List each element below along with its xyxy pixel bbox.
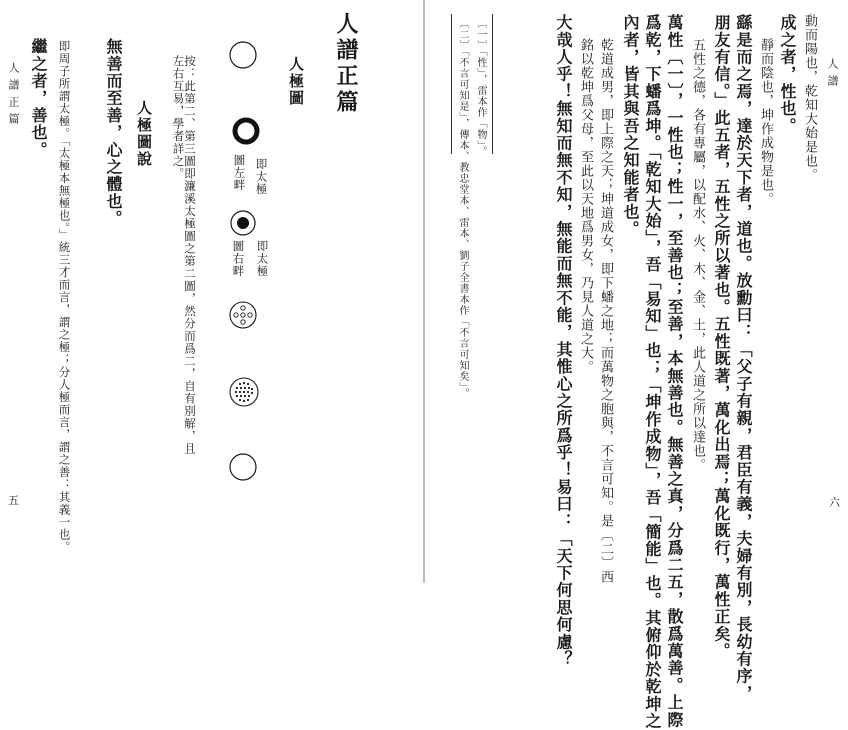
text-column-10: 乾道成男，即上際之天；坤道成女，即下蟠之地；而萬物之胞與，不言可知。是〔二〕西 [598, 38, 613, 584]
diagram-label-right-side: 圖右畔 [231, 240, 246, 278]
thick-ring-diagram [231, 116, 261, 146]
text-column-8: 爲乾，下蟠爲坤。「乾知大始」，吾「易知」也；「坤作成物」，吾「簡能」也。其俯仰於乾坤之 [643, 14, 662, 730]
commentary-text: 即周子所謂太極。「太極本無極也。」統三才而言，謂之極；分人極而言，謂之善：其義一也。 [57, 40, 72, 554]
left-page [0, 0, 423, 583]
text-column-9: 內者，皆其與吾之知能者也。 [621, 14, 640, 238]
bottom-empty-circle-diagram [228, 452, 258, 482]
continuation-text: 繼之者，善也。 [29, 38, 48, 159]
empty-circle-diagram [228, 40, 258, 70]
text-column-11: 銘以乾坤爲父母，至此以天地爲男女，乃見人道之大。 [578, 38, 593, 374]
page-number: 五 [8, 494, 19, 507]
page-title: 人譜正篇 [333, 12, 359, 116]
running-head: 人譜正篇 [7, 62, 20, 130]
running-head: 人譜 [826, 58, 839, 92]
diagram-label-left-side: 圖左畔 [232, 154, 247, 192]
main-text: 無善而至善，心之體也。 [104, 38, 123, 228]
text-column-3: 靜而陰也，坤作成物是也。 [758, 38, 773, 206]
text-column-4: 繇是而之焉，達於天下者，道也。放勳曰：「父子有親，君臣有義，夫婦有別，長幼有序， [734, 14, 753, 702]
text-column-1: 動而陽也，乾知大始是也。 [802, 14, 817, 182]
text-column-5: 朋友有信。」此五者，五性之所以著也。五性既著，萬化出焉；萬化既行，萬性正矣。 [712, 14, 731, 660]
filled-dot-circle-diagram [228, 208, 258, 238]
text-column-7: 萬性〔一〕，一性也；性一，至善也；至善，本無善也。無善之真，分爲二五，散爲萬善。上際 [665, 14, 684, 729]
section-heading-renji-tu: 人極圖 [287, 56, 305, 107]
section-heading-renji-tushuo: 人極圖說 [135, 100, 153, 168]
five-dots-circle-diagram [228, 300, 258, 330]
footnote-1: 〔一〕「性」，雷本作「物」。 [475, 18, 486, 157]
text-column-6: 五性之德，各有專屬，以配水、火、木、金、土，此人道之所以達也。 [690, 38, 705, 472]
diagram-label-taiji-2: 即太極 [255, 240, 270, 278]
intro-note: 按：此第二、第三圖即濂溪太極圖之第二圖，然分而爲二，自有別解，且左右互易，學者詳之。 [171, 55, 197, 455]
many-dots-circle-diagram [228, 376, 260, 408]
text-column-2: 成之者，性也。 [778, 14, 797, 135]
diagram-label-taiji-1: 即太極 [254, 158, 269, 196]
right-page [425, 0, 848, 730]
text-column-12: 大哉人乎！無知而無不知，無能而無不能，其惟心之所爲乎！易曰：「天下何思何慮？ [554, 14, 573, 668]
page-number: 六 [829, 496, 840, 509]
footnote-2: 〔二〕「不言可知是」，傳本、教忠堂本、雷本、劉子全書本作「不言可知矣」。 [457, 18, 468, 399]
